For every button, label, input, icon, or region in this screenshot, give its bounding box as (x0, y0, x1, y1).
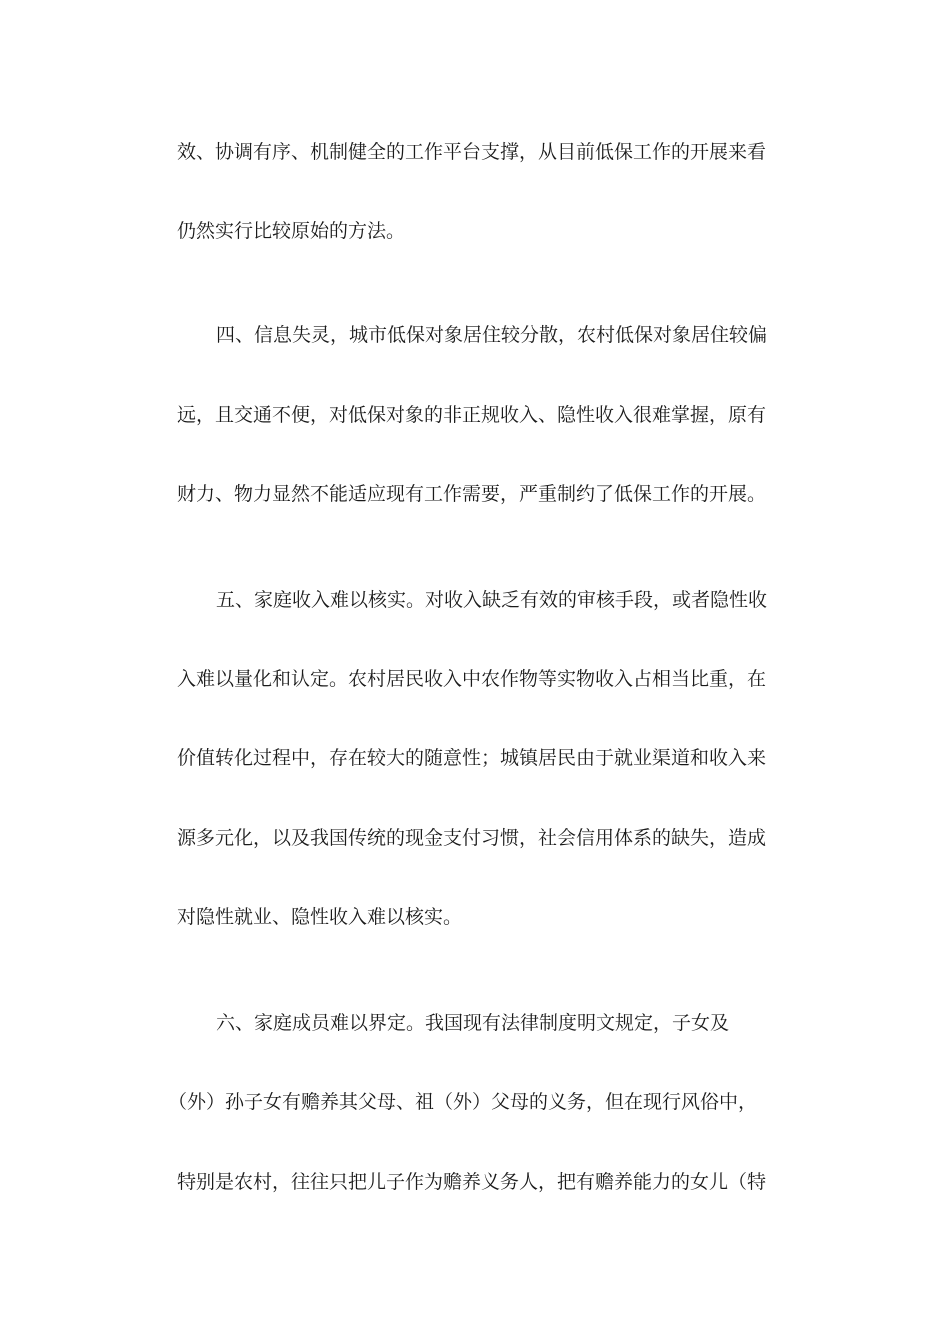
paragraph-first-line: 五、家庭收入难以核实。对收入缺乏有效的审核手段，或者隐性收 (216, 589, 768, 611)
text-line: 仍然实行比较原始的方法。 (177, 220, 406, 242)
text-line: 对隐性就业、隐性收入难以核实。 (177, 906, 463, 928)
paragraph-first-line: 四、信息失灵，城市低保对象居住较分散，农村低保对象居住较偏 (216, 324, 768, 346)
paragraph-first-line: 六、家庭成员难以界定。我国现有法律制度明文规定，子女及 (216, 1012, 730, 1034)
text-line: 源多元化，以及我国传统的现金支付习惯，社会信用体系的缺失，造成 (177, 827, 767, 849)
text-line: （外）孙子女有赡养其父母、祖（外）父母的义务，但在现行风俗中， (168, 1091, 758, 1113)
text-line: 价值转化过程中，存在较大的随意性；城镇居民由于就业渠道和收入来 (177, 747, 767, 769)
text-line: 财力、物力显然不能适应现有工作需要，严重制约了低保工作的开展。 (177, 483, 767, 505)
text-line: 效、协调有序、机制健全的工作平台支撑，从目前低保工作的开展来看 (177, 141, 767, 163)
text-line: 入难以量化和认定。农村居民收入中农作物等实物收入占相当比重，在 (177, 668, 767, 690)
text-line: 特别是农村，往往只把儿子作为赡养义务人，把有赡养能力的女儿（特 (177, 1171, 767, 1193)
text-line: 远，且交通不便，对低保对象的非正规收入、隐性收入很难掌握，原有 (177, 404, 767, 426)
